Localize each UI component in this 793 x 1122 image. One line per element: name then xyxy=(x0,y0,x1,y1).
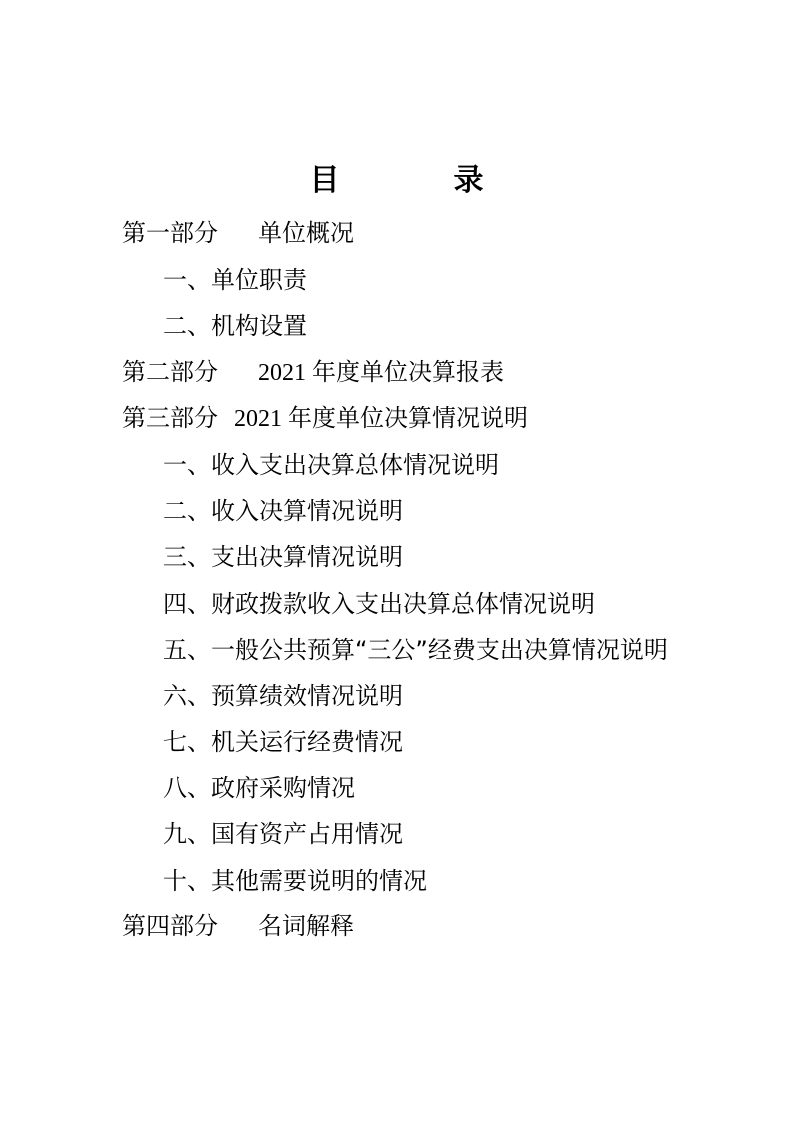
part-title: 单位概况 xyxy=(258,221,354,247)
toc-item: 一、单位职责 xyxy=(163,266,307,295)
part-title: 2021 年度单位决算报表 xyxy=(258,359,504,386)
toc-item: 五、一般公共预算“三公”经费支出决算情况说明 xyxy=(163,635,668,664)
toc-item: 一、收入支出决算总体情况说明 xyxy=(163,450,499,479)
toc-item: 九、国有资产占用情况 xyxy=(163,820,403,849)
part-title: 名词解释 xyxy=(258,913,354,940)
toc-item: 八、政府采购情况 xyxy=(163,774,355,803)
title-char-first: 目 xyxy=(309,164,340,197)
toc-part-4 xyxy=(122,904,742,950)
toc-item: 七、机关运行经费情况 xyxy=(163,728,403,757)
toc-item: 六、预算绩效情况说明 xyxy=(163,681,403,710)
page-title xyxy=(0,163,793,199)
part-title: 2021 年度单位决算情况说明 xyxy=(234,405,528,432)
toc-item: 十、其他需要说明的情况 xyxy=(163,866,427,895)
part-label: 第二部分 xyxy=(122,359,218,386)
toc-item: 二、机构设置 xyxy=(163,312,307,341)
part-label: 第一部分 xyxy=(122,221,218,247)
toc-item: 四、财政拨款收入支出决算总体情况说明 xyxy=(163,589,595,618)
part-label: 第三部分 xyxy=(122,405,218,432)
toc-part-1 xyxy=(122,211,742,257)
toc-item: 三、支出决算情况说明 xyxy=(163,543,403,572)
part-label: 第四部分 xyxy=(122,913,218,940)
toc-part-3 xyxy=(122,396,742,442)
toc-part-2 xyxy=(122,350,742,396)
toc-item: 二、收入决算情况说明 xyxy=(163,497,403,526)
title-char-second: 录 xyxy=(453,164,484,197)
table-of-contents xyxy=(122,211,742,950)
